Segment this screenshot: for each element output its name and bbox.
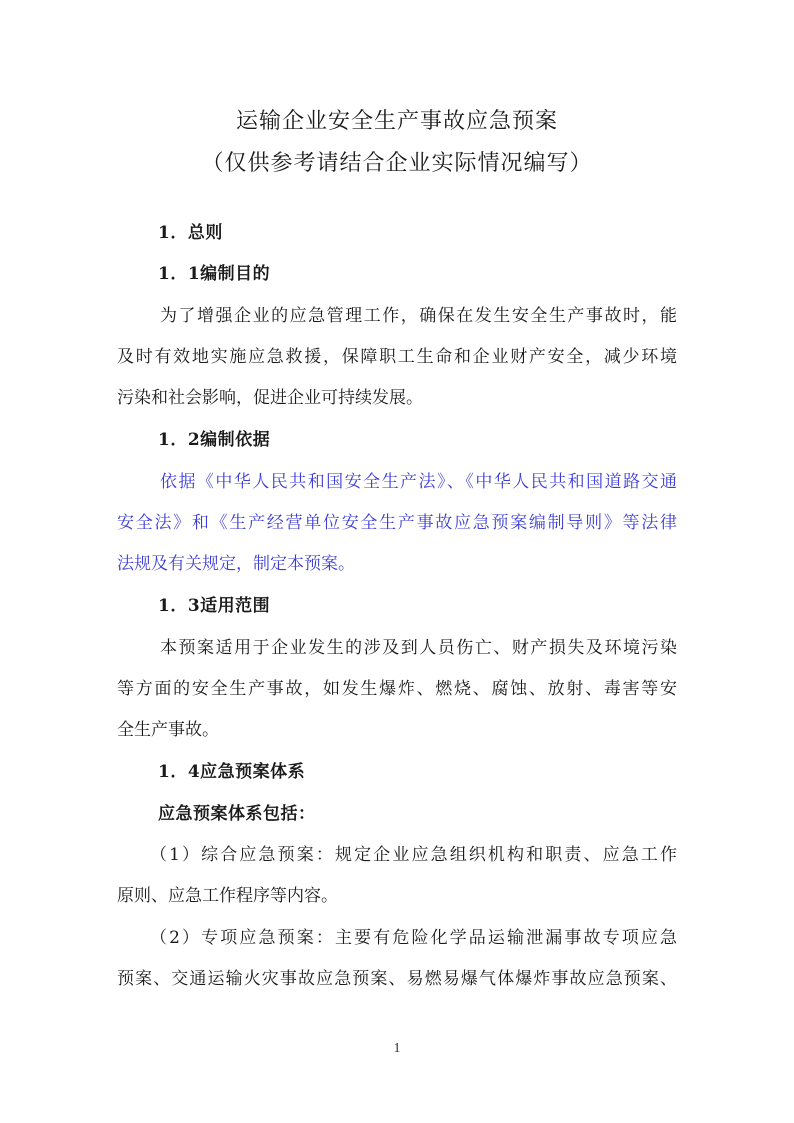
section-heading-scope: 1．3适用范围 (158, 596, 271, 616)
paragraph-line: 为了增强企业的应急管理工作，确保在发生安全生产事故时，能 (160, 306, 677, 326)
document-subtitle: （仅供参考请结合企业实际情况编写） (201, 151, 593, 176)
section-heading-basis: 1．2编制依据 (158, 430, 271, 450)
section-heading-purpose: 1．1编制目的 (158, 264, 271, 284)
paragraph-line: 污染和社会影响，促进企业可持续发展。 (117, 388, 423, 408)
paragraph-line: 等方面的安全生产事故，如发生爆炸、燃烧、腐蚀、放射、毒害等安 (117, 679, 677, 699)
list-item-line: （2）专项应急预案：主要有危险化学品运输泄漏事故专项应急 (150, 928, 677, 948)
paragraph-line: 本预案适用于企业发生的涉及到人员伤亡、财产损失及环境污染 (160, 638, 677, 658)
list-item-line: 预案、交通运输火灾事故应急预案、易燃易爆气体爆炸事故应急预案、 (117, 969, 677, 989)
list-item-line: （1）综合应急预案：规定企业应急组织机构和职责、应急工作 (150, 845, 677, 865)
reference-line: 安全法》和《生产经营单位安全生产事故应急预案编制导则》等法律 (117, 513, 677, 533)
paragraph-line: 全生产事故。 (117, 720, 219, 740)
reference-line: 法规及有关规定，制定本预案。 (117, 554, 355, 574)
section-heading-plan-system: 1．4应急预案体系 (158, 762, 306, 782)
plan-system-intro: 应急预案体系包括： (158, 804, 316, 824)
list-item-line: 原则、应急工作程序等内容。 (117, 886, 338, 906)
paragraph-line: 及时有效地实施应急救援，保障职工生命和企业财产安全，减少环境 (117, 347, 677, 367)
section-heading-general: 1．总则 (158, 223, 223, 243)
reference-line: 依据《中华人民共和国安全生产法》、《中华人民共和国道路交通 (160, 472, 677, 492)
page-number: 1 (393, 1041, 401, 1056)
document-title: 运输企业安全生产事故应急预案 (235, 109, 558, 134)
